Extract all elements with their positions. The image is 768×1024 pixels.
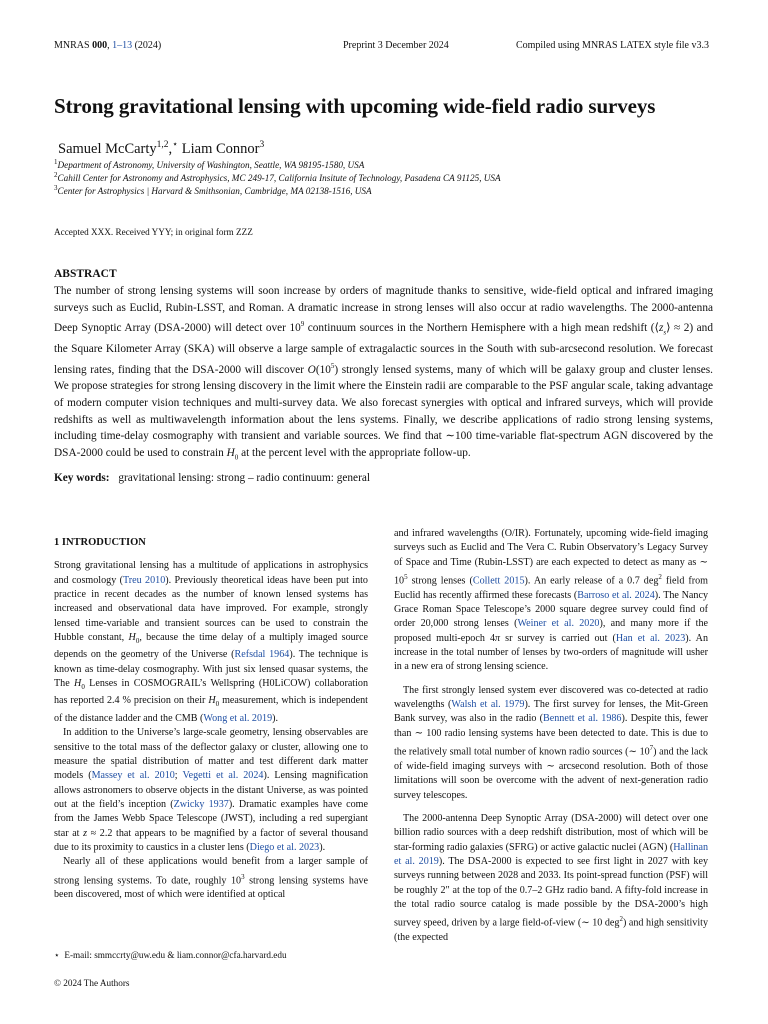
left-column: 1 INTRODUCTION Strong gravitational lensing has a multitude of applications in astrophysics and cosmology (Treu 2010). Previously theoretical ideas have been put into practice in recent decades as the number of known lensed systems has increased and observational data have improved. For example, strongly lensed time-variable and transient sources can be used to constrain the Hubble constant, $H_0$, because the time delay of a multiply imaged source depends on the geometry of the Universe (Refsdal 1964). The technique is known as time-delay cosmography. With just six lensed quasar systems, the The $H_0$ Lenses in COSMOGRAIL’s Wellspring (H0LiCOW) collaboration has reported 2.4 % precision on their $H_0$ measurement, which is independent of the distance ladder and the CMB (Wong et al. 2019). In addition to the Universe’s large-scale geometry, lensing observables are sensitive to the total mass of the deflector galaxy or cluster, allowing one to measure the spatial distribution of matter and test different dark matter models (Massey et al. 2010; Vegetti et al. 2024). Lensing magnification allows astronomers to observe objects in the distant Universe, as was pointed out at the field’s inception (Zwicky 1937). Dramatic examples have come from the James Webb Space Telescope (JWST), including a red supergiant star at z ≈ 2.2 that appears to be magnified by a factor of several thousand due to its proximity to caustics in a cluster lens (Diego et al. 2023). Nearly all of these applications would benefit from a larger sample of strong lensing systems. To date, roughly $10^3$ strong lensing systems have been discovered, most of which were identified at optical [54,537,369,901]
citation-link[interactable]: Han et al. 2023 [615,632,686,644]
abstract-heading: ABSTRACT [54,268,117,280]
citation-link[interactable]: Barroso et al. 2024 [577,589,655,601]
citation-link[interactable]: Treu 2010 [122,574,166,586]
affiliation: $^3$Center for Astrophysics | Harvard & Smithsonian, Cambridge, MA 02138-1516, USA [54,184,372,197]
citation-link[interactable]: Collett 2015 [472,575,525,587]
citation-link[interactable]: Zwicky 1937 [173,798,229,810]
copyright: © 2024 The Authors [54,978,130,988]
right-column: and infrared wavelengths (O/IR). Fortunately, upcoming wide-field imaging surveys such as Euclid and The Vera C. Rubin Observatory’s Legacy Survey of Space and Time (Rubin-LSST) are each expected to detect as many as ∼ $10^5$ strong lenses (Collett 2015). An early release of a 0.7 deg$^2$ field from Euclid has recently affirmed these forecasts (Barroso et al. 2024). The Nancy Grace Roman Space Telescope’s 2000 square degree survey could find of order 20,000 strong lenses (Weiner et al. 2020), and many more if the proposed multi-epoch 4π sr survey is carried out (Han et al. 2023). An increase in the total number of lenses by two-orders of magnitude will usher in a new era of strong lensing science. The first strongly lensed system ever discovered was co-detected at radio wavelengths (Walsh et al. 1979). The first survey for lenses, the Mit-Green Bank survey, was also in the radio (Bennett et al. 1986). Despite this, fewer than ∼ 100 radio lensing systems have been detected to date. This is due to the relatively small total number of known radio sources (∼ $10^7$) and the lack of wide-field imaging surveys with ∼ arcsecond resolution. Both of those limitations will soon be overcome with the advent of next-generation radio survey telescopes. The 2000-antenna Deep Synoptic Array (DSA-2000) will detect over one billion radio sources with a deep redshift distribution, most of which will be star-forming radio galaxies (SFRG) or active galactic nuclei (AGN) (Hallinan et al. 2019). The DSA-2000 is expected to see first light in 2027 with key surveys running between 2028 and 2033. Its point-spread function (PSF) will be roughly 2″ at the top of the 0.7–2 GHz radio band. A fifty-fold increase in the total radio source catalog is made possible by the DSA-2000’s high survey speed, driven by a large field-of-view (∼ 10 deg$^2$) and high sensitivity (the expected [394,528,709,944]
affiliation: $^2$Cahill Center for Astronomy and Astrophysics, MC 249-17, California Insitute of Technology, Pasadena CA 91125, USA [54,171,501,184]
citation-link[interactable]: Weiner et al. 2020 [517,618,600,630]
citation-link[interactable]: Walsh et al. 1979 [451,699,525,711]
section-heading: 1 INTRODUCTION [54,537,146,548]
citation-link[interactable]: Massey et al. 2010 [91,770,175,782]
running-header-compiled: Compiled using MNRAS LATEX style file v3.3 [515,40,709,51]
citation-link[interactable]: Hallinan et al. 2019 [394,841,709,867]
footnote-email: ⋆ E-mail: smmccrty@uw.edu & liam.connor@cfa.harvard.edu [54,950,287,960]
citation-link[interactable]: Bennett et al. 1986 [543,713,622,725]
running-header-preprint: Preprint 3 December 2024 [343,40,449,51]
received-dates: Accepted XXX. Received YYY; in original form ZZZ [54,227,253,237]
affiliation: $^1$Department of Astronomy, University of Washington, Seattle, WA 98195-1580, USA [54,158,365,171]
footnote-star: ⋆ [172,140,179,150]
author-list: Samuel McCarty$^{1,2}$,⋆ Liam Connor$^3$ [58,140,265,157]
pages-link[interactable]: 1–13 [112,40,133,51]
running-header-journal: MNRAS 000, 1–13 (2024) [54,40,162,51]
keywords: Key words: gravitational lensing: strong – radio continuum: general [54,472,370,484]
citation-link[interactable]: Wong et al. 2019 [203,712,273,724]
citation-link[interactable]: Vegetti et al. 2024 [182,770,264,782]
citation-link[interactable]: Diego et al. 2023 [249,841,320,853]
citation-link[interactable]: Refsdal 1964 [234,649,290,661]
abstract-text: The number of strong lensing systems will soon increase by orders of magnitude thanks to sensitive, wide-field optical and infrared imaging surveys such as Euclid, Rubin-LSST, and Roman. A dramatic increase in strong lenses will also occur at radio wavelengths. The 2000-antenna Deep Synoptic Array (DSA-2000) will detect over $10^9$ continuum sources in the Northern Hemisphere with a high mean redshift $(⟨z_s⟩ \approx 2)$ and the Square Kilometer Array (SKA) will observe a large sample of extragalactic sources in the South with sub-arcsecond resolution. We forecast lensing rates, finding that the DSA-2000 will discover $O(10^5)$ strongly lensed systems, many of which will be galaxy group and cluster lenses. We propose strategies for strong lensing discovery in the limit where the Einstein radii are comparable to the PSF angular scale, taking advantage of modern computer vision techniques and multi-survey data. We also forecast synergies with optical and infrared surveys, which will provide redshifts as well as multiwavelength information about the lens systems. Finally, we describe applications of radio strong lensing systems, including time-delay cosmography with transient and variable sources. We find that ∼100 time-variable flat-spectrum AGN discovered by the DSA-2000 could be used to constrain $H_0$ at the percent level with the appropriate follow-up. [54,285,713,462]
paper-title: Strong gravitational lensing with upcoming wide-field radio surveys [54,94,656,118]
